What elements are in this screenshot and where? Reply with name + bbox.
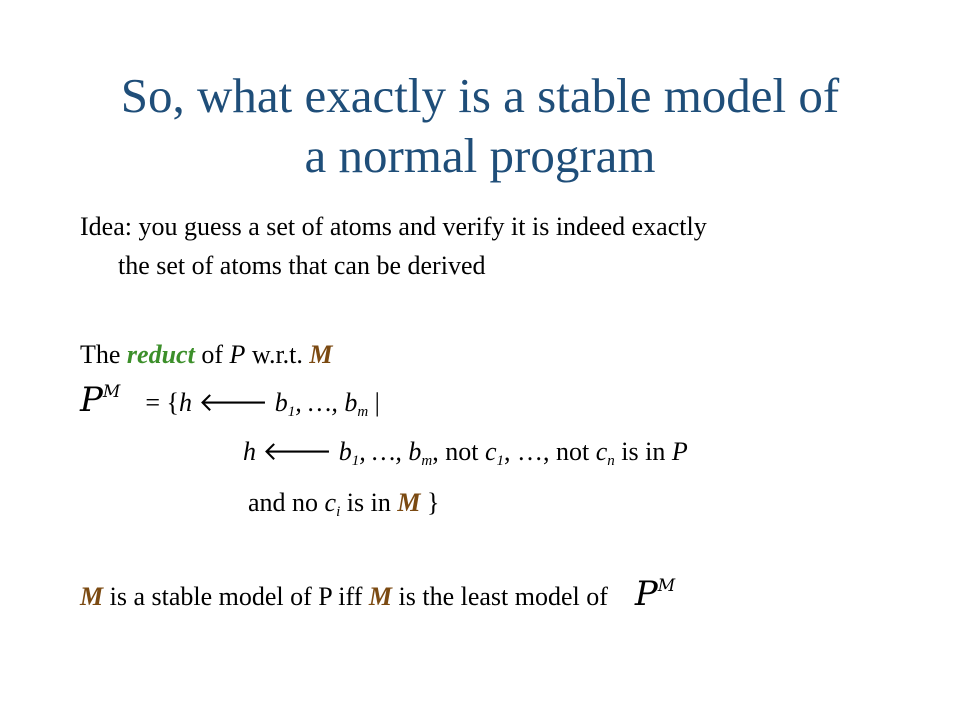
idea-line-2 — [118, 251, 485, 281]
reduct-program: P — [229, 340, 246, 369]
bar: | — [368, 388, 380, 417]
head-h: h — [178, 388, 192, 417]
arrow-icon: 🡐 — [198, 388, 269, 417]
reduct-model: M — [309, 340, 333, 369]
body-b1: $b_1$ — [274, 388, 296, 420]
rule-ellipsis: , …, — [359, 437, 409, 466]
reduct-of: of — [201, 340, 223, 369]
reduct-term: reduct — [126, 340, 195, 369]
reduct-definition-line — [80, 340, 333, 370]
model-m: M — [397, 488, 421, 517]
reduct-intro: The — [80, 340, 121, 369]
ci: $c_i$ — [324, 488, 341, 520]
ellipsis: , …, — [295, 388, 345, 417]
rule-cn: $c_n$ — [595, 437, 615, 469]
reduct-formula-line-3 — [248, 488, 439, 518]
reduct-symbol: $P^M$ — [80, 380, 121, 420]
stable-m1: M — [80, 582, 104, 611]
is-in-2: is in — [340, 488, 398, 517]
stable-text-1: is a stable model of P iff — [103, 582, 369, 611]
rule-bm: $b_m$ — [408, 437, 433, 469]
reduct-wrt: w.r.t. — [251, 340, 303, 369]
idea-text-2: the set of atoms that can be derived — [118, 251, 486, 280]
arrow-icon-2: 🡐 — [262, 437, 333, 466]
stable-model-statement — [80, 574, 675, 614]
rule-ellipsis-2: , …, — [503, 437, 556, 466]
is-in: is in — [614, 437, 672, 466]
reduct-formula-line-2 — [243, 436, 688, 467]
rule-b1: $b_1$ — [338, 437, 360, 469]
rule-c1: $c_1$ — [484, 437, 504, 469]
body-bm: $b_m$ — [344, 388, 369, 420]
set-close: } — [420, 488, 440, 517]
stable-m2: M — [368, 582, 392, 611]
title-line-2: a normal program — [304, 128, 656, 183]
reduct-formula-line-1 — [80, 380, 380, 420]
rule-program: P — [671, 437, 688, 466]
stable-text-2: is the least model of — [392, 582, 608, 611]
not-1: , not — [432, 437, 485, 466]
not-n: not — [555, 437, 596, 466]
slide-title — [0, 66, 960, 186]
rule-head-h: h — [243, 437, 256, 466]
title-line-1: So, what exactly is a stable model of — [120, 68, 840, 123]
idea-text-1: Idea: you guess a set of atoms and verify it is indeed exactly — [80, 212, 707, 241]
and-no: and no — [248, 488, 325, 517]
idea-line-1 — [80, 212, 707, 242]
set-open: = { — [145, 388, 179, 417]
reduct-symbol-2: $P^M$ — [634, 574, 676, 614]
